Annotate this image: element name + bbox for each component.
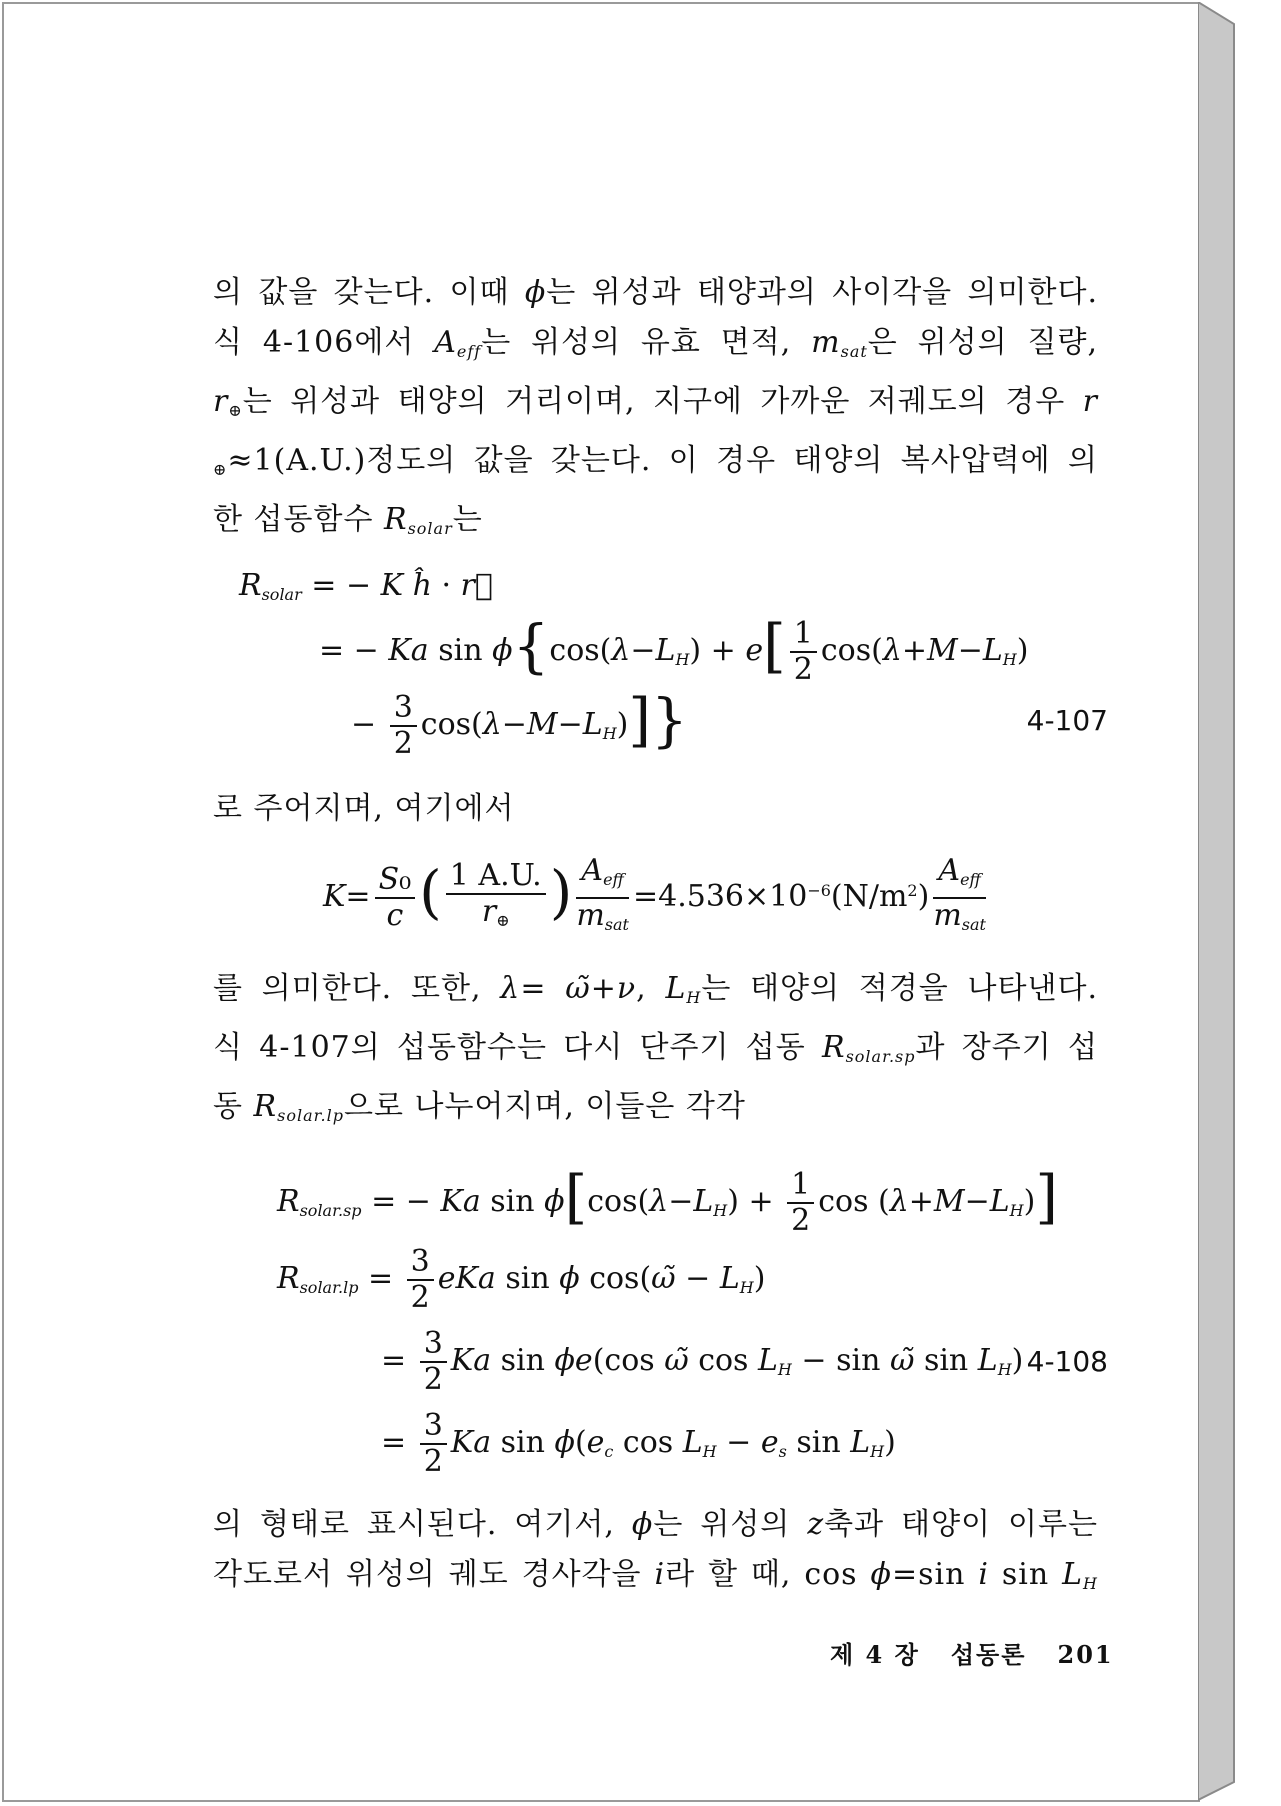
eq107-number: 4-107: [1026, 704, 1108, 737]
equation-4-108: [213, 1141, 1108, 1486]
para3-line1: 를 의미한다. 또한, λ= ω̃+ν, $L_H$는 태양의 적경을 나타낸다.: [213, 971, 1098, 1007]
eq108-line2: $R_{solar.lp}$ = $\frac{3}{2}$ eKa sin ϕ cos(ω̃ − $L_H$): [277, 1244, 766, 1315]
para3-line3: 동 $R_{solar.lp}$으로 나누어지며, 이들은 각각: [213, 1089, 746, 1125]
eq107-line1: $R_{solar}$ = − K ĥ · r⃗: [239, 568, 493, 604]
para2: 로 주어지며, 여기에서: [213, 791, 515, 826]
para4-line2: 각도로서 위성의 궤도 경사각을 i라 할 때, cos ϕ=sin i $\sin L_H$: [213, 1557, 1098, 1593]
para1-line4: $_\oplus$≈1(A.U.)정도의 값을 갖는다. 이 경우 태양의 복사압력에 의: [213, 443, 1098, 479]
equation-K: [213, 834, 1098, 954]
para3-line2: 식 4-107의 섭동함수는 다시 단주기 섭동 $R_{solar.sp}$과 장주기 섭: [213, 1030, 1098, 1066]
eq108-line1: $R_{solar.sp}$ = − Ka $\sin \phi[\cos(\lambda-L_H)$ + $\frac{1}{2}$ $\cos (\lambda+M-L_H)$]: [277, 1163, 1058, 1238]
footer-title: 섭동론: [950, 1640, 1027, 1669]
eq108-line4: = $\frac{3}{2}$ Ka $\sin \phi(e_c$ $\cos L_H - e_s$ $\sin L_H$): [381, 1408, 896, 1479]
para1-line1: 의 값을 갖는다. 이때 ϕ는 위성과 태양과의 사이각을 의미한다.: [213, 275, 1098, 310]
equation-4-107: [213, 554, 1108, 761]
eq108-number: 4-108: [1026, 1345, 1108, 1378]
eqK-line: K= $\frac{\text{S₀}}{c}$ ( $\frac{1 A.U.}{r_\oplus}$ ) $\frac{A_{eff}}{m_{sat}}$ $=4.536\times 10^{-6}(N/m^2)$ $\frac{A_{eff}}{m_{sat}}$: [323, 853, 986, 934]
eq107-line2: = − Ka $\sin \phi\{\cos(\lambda-L_H) + e$[ $\frac{1}{2}$ $\cos(\lambda+M-L_H)$: [319, 612, 1029, 687]
eq107-line3: − $\frac{3}{2}$ $\cos(\lambda-M-L_H)$]}: [351, 686, 688, 761]
eq108-line3: = $\frac{3}{2}$ Ka sin ϕe(cos ω̃ $\cos L_H - \sin$ ω̃ $\sin L_H$): [381, 1326, 1024, 1397]
page-number: 201: [1057, 1640, 1114, 1669]
para1-line5: 한 섭동함수 $R_{solar}$는: [213, 502, 483, 538]
page-content: [213, 268, 1108, 1609]
page-footer: [830, 1635, 1114, 1670]
page-edge: [1198, 2, 1238, 1802]
para4-line1: 의 형태로 표시된다. 여기서, ϕ는 위성의 z축과 태양이 이루는: [213, 1507, 1098, 1542]
para1-line2: 식 4-106에서 $A_{eff}$는 위성의 유효 면적, $m_{sat}$은 위성의 질량,: [213, 325, 1098, 361]
footer-chapter: 제 4 장: [830, 1640, 920, 1669]
para1-line3: $r_\oplus$는 위성과 태양의 거리이며, 지구에 가까운 저궤도의 경우 r: [213, 384, 1098, 420]
